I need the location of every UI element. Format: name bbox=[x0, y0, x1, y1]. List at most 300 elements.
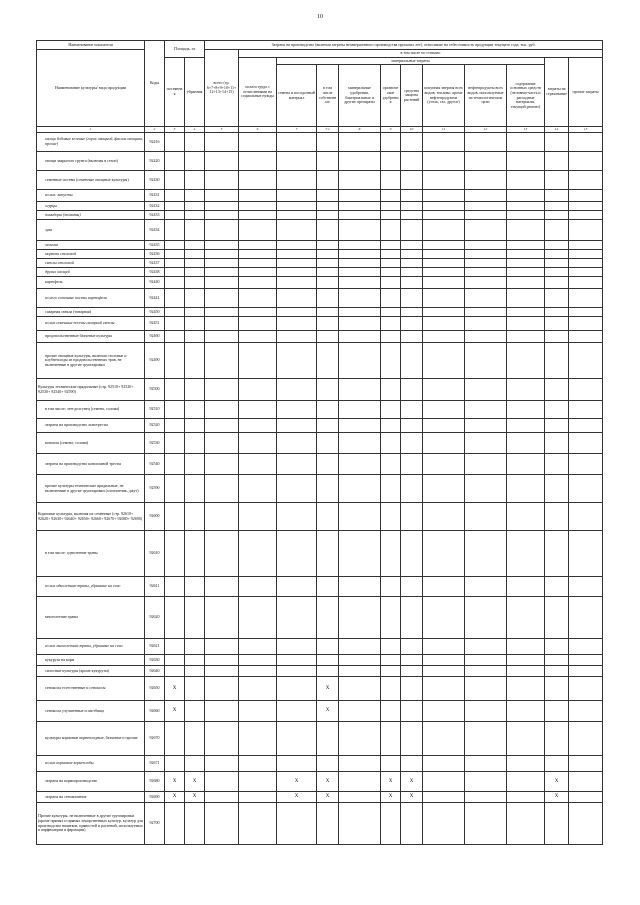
row-label: затраты на кормопроизводство bbox=[37, 772, 145, 792]
table-cell bbox=[507, 220, 545, 241]
table-cell bbox=[165, 190, 185, 202]
table-cell bbox=[465, 475, 507, 503]
table-cell bbox=[317, 433, 339, 454]
table-cell bbox=[317, 379, 339, 401]
table-cell bbox=[401, 202, 423, 211]
table-cell bbox=[401, 454, 423, 475]
table-cell bbox=[277, 241, 317, 250]
header-crop-name: Наименование культуры/ вида продукции bbox=[37, 50, 145, 127]
table-cell bbox=[205, 433, 239, 454]
table-cell bbox=[465, 792, 507, 803]
table-cell bbox=[277, 308, 317, 317]
row-label: сахарная свекла (товарная) bbox=[37, 308, 145, 317]
table-cell bbox=[317, 241, 339, 250]
row-label: из них кормовые корнеплоды bbox=[37, 756, 145, 772]
table-cell bbox=[465, 577, 507, 597]
row-label: из него семенные посевы картофеля bbox=[37, 289, 145, 308]
table-cell bbox=[569, 597, 603, 639]
column-number: 15 bbox=[569, 127, 603, 133]
table-cell bbox=[165, 133, 185, 152]
table-cell bbox=[401, 401, 423, 419]
table-cell bbox=[545, 419, 569, 433]
row-label: затраты на производство конопляной тресты bbox=[37, 454, 145, 475]
table-cell bbox=[401, 171, 423, 190]
row-code: 92670 bbox=[145, 722, 165, 756]
header-labor: оплата труда с отчислениями на социальные нужды bbox=[239, 58, 277, 127]
table-row bbox=[37, 343, 603, 379]
table-cell bbox=[465, 454, 507, 475]
table-cell bbox=[165, 379, 185, 401]
table-cell bbox=[205, 202, 239, 211]
table-cell bbox=[507, 454, 545, 475]
table-cell bbox=[317, 152, 339, 171]
table-cell bbox=[239, 152, 277, 171]
row-label: чеснока bbox=[37, 241, 145, 250]
table-cell bbox=[165, 655, 185, 666]
table-cell bbox=[545, 639, 569, 655]
table-cell bbox=[277, 152, 317, 171]
table-cell bbox=[401, 133, 423, 152]
table-cell bbox=[381, 701, 401, 722]
table-cell bbox=[465, 289, 507, 308]
table-cell bbox=[317, 171, 339, 190]
table-cell bbox=[465, 220, 507, 241]
table-cell bbox=[465, 772, 507, 792]
table-cell bbox=[339, 401, 381, 419]
table-cell bbox=[277, 289, 317, 308]
table-cell bbox=[277, 379, 317, 401]
table-row bbox=[37, 289, 603, 308]
table-cell bbox=[465, 202, 507, 211]
table-cell bbox=[507, 331, 545, 343]
table-cell bbox=[205, 308, 239, 317]
table-cell bbox=[239, 220, 277, 241]
table-cell bbox=[423, 268, 465, 277]
table-cell bbox=[165, 152, 185, 171]
table-cell bbox=[381, 597, 401, 639]
header-petroleum: нефтепродукты всех видов, используемые на технологические цели bbox=[465, 65, 507, 127]
table-cell bbox=[165, 202, 185, 211]
cross-mark: X bbox=[317, 677, 339, 701]
table-row bbox=[37, 331, 603, 343]
column-number: 8 bbox=[339, 127, 381, 133]
table-cell bbox=[401, 250, 423, 259]
table-cell bbox=[401, 211, 423, 220]
row-code: 92436 bbox=[145, 250, 165, 259]
row-code: 92600 bbox=[145, 503, 165, 531]
header-other: прочие затраты bbox=[569, 58, 603, 127]
row-code: 92671 bbox=[145, 756, 165, 772]
row-code: 92430 bbox=[145, 171, 165, 190]
header-plant-protection: средства защиты растений bbox=[401, 65, 423, 127]
table-cell bbox=[205, 454, 239, 475]
row-code: 92451 bbox=[145, 317, 165, 331]
table-cell bbox=[569, 289, 603, 308]
table-cell bbox=[545, 666, 569, 677]
table-cell bbox=[381, 308, 401, 317]
row-label: в том числе: лен-долгунец (семена, солома) bbox=[37, 401, 145, 419]
table-cell bbox=[423, 597, 465, 639]
table-row bbox=[37, 152, 603, 171]
row-code: 92490 bbox=[145, 343, 165, 379]
table-row bbox=[37, 202, 603, 211]
table-cell bbox=[507, 171, 545, 190]
row-code: 92434 bbox=[145, 220, 165, 241]
cross-mark: X bbox=[165, 792, 185, 803]
table-cell bbox=[545, 379, 569, 401]
table-cell bbox=[339, 211, 381, 220]
table-cell bbox=[381, 220, 401, 241]
table-cell bbox=[339, 202, 381, 211]
header-own-production: в том числе собственные bbox=[317, 65, 339, 127]
table-cell bbox=[339, 597, 381, 639]
table-cell bbox=[205, 701, 239, 722]
table-cell bbox=[423, 792, 465, 803]
table-cell bbox=[401, 531, 423, 577]
table-cell bbox=[569, 220, 603, 241]
table-cell bbox=[339, 666, 381, 677]
table-cell bbox=[239, 792, 277, 803]
table-cell bbox=[569, 639, 603, 655]
table-cell bbox=[205, 792, 239, 803]
table-cell bbox=[185, 531, 205, 577]
table-cell bbox=[339, 772, 381, 792]
row-label: прочие культуры технические прядильные, не включенные в другие группировки (хлопчатник, джут) bbox=[37, 475, 145, 503]
row-code: 92700 bbox=[145, 803, 165, 845]
table-cell bbox=[185, 317, 205, 331]
table-cell bbox=[165, 433, 185, 454]
table-cell bbox=[165, 241, 185, 250]
table-cell bbox=[339, 343, 381, 379]
table-cell bbox=[239, 250, 277, 259]
table-cell bbox=[569, 475, 603, 503]
table-cell bbox=[185, 277, 205, 289]
table-cell bbox=[569, 277, 603, 289]
table-cell bbox=[277, 190, 317, 202]
table-cell bbox=[339, 792, 381, 803]
table-cell bbox=[569, 419, 603, 433]
column-number: 2 bbox=[145, 127, 165, 133]
table-cell bbox=[239, 343, 277, 379]
column-number: 10 bbox=[401, 127, 423, 133]
table-cell bbox=[569, 343, 603, 379]
table-cell bbox=[507, 277, 545, 289]
table-cell bbox=[569, 701, 603, 722]
table-cell bbox=[165, 419, 185, 433]
table-cell bbox=[205, 277, 239, 289]
table-cell bbox=[205, 317, 239, 331]
row-code: 92611 bbox=[145, 577, 165, 597]
table-cell bbox=[569, 152, 603, 171]
table-cell bbox=[339, 531, 381, 577]
table-cell bbox=[277, 803, 317, 845]
table-cell bbox=[423, 803, 465, 845]
table-cell bbox=[185, 433, 205, 454]
row-label: лука bbox=[37, 220, 145, 241]
header-area: Площадь, га bbox=[165, 41, 205, 58]
table-cell bbox=[545, 401, 569, 419]
table-cell bbox=[423, 379, 465, 401]
table-cell bbox=[569, 379, 603, 401]
table-cell bbox=[185, 379, 205, 401]
row-code: 92433 bbox=[145, 211, 165, 220]
table-cell bbox=[339, 220, 381, 241]
table-cell bbox=[423, 277, 465, 289]
table-cell bbox=[239, 756, 277, 772]
table-cell bbox=[401, 419, 423, 433]
table-cell bbox=[465, 277, 507, 289]
row-code: 92450 bbox=[145, 308, 165, 317]
table-cell bbox=[277, 475, 317, 503]
table-cell bbox=[239, 701, 277, 722]
table-cell bbox=[401, 597, 423, 639]
table-cell bbox=[239, 677, 277, 701]
table-cell bbox=[545, 211, 569, 220]
table-cell bbox=[545, 152, 569, 171]
table-cell bbox=[165, 171, 185, 190]
table-cell bbox=[239, 259, 277, 268]
table-cell bbox=[401, 577, 423, 597]
table-cell bbox=[205, 639, 239, 655]
table-cell bbox=[277, 268, 317, 277]
row-label: Прочие культуры, не включенные в другие группировки (кроме пряных и пряных лекарственных культур, культур для производства напитков, пряностей и растений, используемых в парфюмерии и фармации) bbox=[37, 803, 145, 845]
table-row bbox=[37, 701, 603, 722]
table-cell bbox=[205, 343, 239, 379]
table-cell bbox=[381, 756, 401, 772]
row-code: 92441 bbox=[145, 289, 165, 308]
table-cell bbox=[569, 211, 603, 220]
table-cell bbox=[277, 531, 317, 577]
table-cell bbox=[545, 433, 569, 454]
table-cell bbox=[317, 454, 339, 475]
table-cell bbox=[339, 241, 381, 250]
table-cell bbox=[185, 701, 205, 722]
table-cell bbox=[507, 655, 545, 666]
table-cell bbox=[507, 250, 545, 259]
table-cell bbox=[277, 433, 317, 454]
table-cell bbox=[317, 756, 339, 772]
table-cell bbox=[185, 503, 205, 531]
table-cell bbox=[185, 152, 205, 171]
row-code: 92438 bbox=[145, 268, 165, 277]
column-number: 7 bbox=[277, 127, 317, 133]
table-cell bbox=[185, 655, 205, 666]
table-cell bbox=[185, 268, 205, 277]
table-cell bbox=[465, 419, 507, 433]
table-cell bbox=[545, 531, 569, 577]
table-cell bbox=[277, 343, 317, 379]
table-cell bbox=[465, 531, 507, 577]
table-row bbox=[37, 655, 603, 666]
table-cell bbox=[165, 475, 185, 503]
table-cell bbox=[381, 379, 401, 401]
table-cell bbox=[401, 190, 423, 202]
table-cell bbox=[165, 211, 185, 220]
table-cell bbox=[165, 666, 185, 677]
table-row bbox=[37, 666, 603, 677]
table-cell bbox=[185, 577, 205, 597]
table-cell bbox=[569, 531, 603, 577]
row-code: 92530 bbox=[145, 433, 165, 454]
table-cell bbox=[205, 503, 239, 531]
table-cell bbox=[185, 171, 205, 190]
row-code: 92420 bbox=[145, 152, 165, 171]
table-cell bbox=[239, 419, 277, 433]
table-cell bbox=[239, 655, 277, 666]
table-cell bbox=[185, 259, 205, 268]
table-cell bbox=[569, 792, 603, 803]
table-cell bbox=[401, 289, 423, 308]
column-number: 1 bbox=[37, 127, 145, 133]
row-label: из них: капусты bbox=[37, 190, 145, 202]
table-cell bbox=[205, 401, 239, 419]
table-row bbox=[37, 433, 603, 454]
table-row bbox=[37, 722, 603, 756]
table-cell bbox=[507, 211, 545, 220]
table-cell bbox=[465, 666, 507, 677]
table-cell bbox=[165, 331, 185, 343]
header-including-items: в том числе по статьям: bbox=[239, 50, 603, 58]
table-cell bbox=[465, 639, 507, 655]
table-cell bbox=[423, 171, 465, 190]
table-cell bbox=[569, 666, 603, 677]
table-cell bbox=[507, 577, 545, 597]
row-code: 92690 bbox=[145, 792, 165, 803]
table-cell bbox=[205, 772, 239, 792]
table-cell bbox=[569, 171, 603, 190]
table-cell bbox=[381, 211, 401, 220]
table-row bbox=[37, 133, 603, 152]
table-cell bbox=[339, 756, 381, 772]
table-cell bbox=[465, 133, 507, 152]
table-cell bbox=[381, 666, 401, 677]
table-cell bbox=[339, 379, 381, 401]
row-label: многолетние травы bbox=[37, 597, 145, 639]
table-cell bbox=[185, 677, 205, 701]
table-cell bbox=[205, 597, 239, 639]
table-cell bbox=[545, 677, 569, 701]
row-label: кукуруза на корм bbox=[37, 655, 145, 666]
table-cell bbox=[239, 202, 277, 211]
table-cell bbox=[545, 655, 569, 666]
table-cell bbox=[205, 241, 239, 250]
table-cell bbox=[465, 331, 507, 343]
header-planted: посеянная bbox=[165, 58, 185, 127]
table-cell bbox=[165, 756, 185, 772]
table-cell bbox=[401, 268, 423, 277]
table-row bbox=[37, 401, 603, 419]
table-cell bbox=[339, 503, 381, 531]
table-cell bbox=[185, 202, 205, 211]
table-cell bbox=[165, 454, 185, 475]
table-cell bbox=[185, 454, 205, 475]
table-cell bbox=[465, 433, 507, 454]
table-cell bbox=[239, 308, 277, 317]
table-cell bbox=[569, 241, 603, 250]
table-cell bbox=[401, 241, 423, 250]
header-energy: покупная энергия всех видов, топливо, кроме нефтепродуктов (уголь, газ, другое) bbox=[423, 65, 465, 127]
row-label: семенные посевы (семенные овощные культуры) bbox=[37, 171, 145, 190]
table-row bbox=[37, 503, 603, 531]
table-row bbox=[37, 792, 603, 803]
table-cell bbox=[185, 250, 205, 259]
table-cell bbox=[185, 639, 205, 655]
row-label: культуры кормовые корнеплодные, бахчевые и прочие bbox=[37, 722, 145, 756]
table-cell bbox=[165, 289, 185, 308]
table-cell bbox=[465, 259, 507, 268]
cross-mark: X bbox=[545, 792, 569, 803]
table-cell bbox=[507, 722, 545, 756]
table-cell bbox=[545, 475, 569, 503]
table-cell bbox=[465, 171, 507, 190]
table-cell bbox=[423, 308, 465, 317]
table-cell bbox=[317, 308, 339, 317]
table-cell bbox=[423, 577, 465, 597]
table-cell bbox=[507, 317, 545, 331]
table-cell bbox=[185, 597, 205, 639]
table-cell bbox=[205, 379, 239, 401]
table-cell bbox=[423, 503, 465, 531]
table-cell bbox=[465, 190, 507, 202]
table-cell bbox=[185, 803, 205, 845]
table-cell bbox=[239, 666, 277, 677]
table-cell bbox=[205, 152, 239, 171]
table-cell bbox=[239, 241, 277, 250]
table-cell bbox=[185, 211, 205, 220]
table-cell bbox=[465, 503, 507, 531]
table-cell bbox=[465, 597, 507, 639]
table-cell bbox=[317, 250, 339, 259]
table-cell bbox=[317, 639, 339, 655]
table-cell bbox=[401, 756, 423, 772]
column-number: 4 bbox=[185, 127, 205, 133]
row-code: 92640 bbox=[145, 666, 165, 677]
table-cell bbox=[381, 655, 401, 666]
table-cell bbox=[381, 331, 401, 343]
table-cell bbox=[339, 268, 381, 277]
table-cell bbox=[545, 277, 569, 289]
cross-mark: X bbox=[165, 772, 185, 792]
table-cell bbox=[277, 722, 317, 756]
table-cell bbox=[423, 655, 465, 666]
table-cell bbox=[381, 433, 401, 454]
header-code: Коды bbox=[145, 41, 165, 127]
table-cell bbox=[381, 803, 401, 845]
table-cell bbox=[205, 577, 239, 597]
table-cell bbox=[339, 152, 381, 171]
table-cell bbox=[401, 701, 423, 722]
table-cell bbox=[239, 577, 277, 597]
column-number: 14 bbox=[545, 127, 569, 133]
table-cell bbox=[423, 639, 465, 655]
row-label: других овощей bbox=[37, 268, 145, 277]
table-row bbox=[37, 259, 603, 268]
table-cell bbox=[239, 277, 277, 289]
row-code: 92520 bbox=[145, 419, 165, 433]
row-label: из них многолетние травы, убранные на сено bbox=[37, 639, 145, 655]
table-cell bbox=[317, 803, 339, 845]
table-cell bbox=[277, 211, 317, 220]
header-material-costs: материальные затраты bbox=[277, 58, 545, 65]
table-cell bbox=[239, 433, 277, 454]
table-cell bbox=[381, 454, 401, 475]
table-cell bbox=[507, 756, 545, 772]
table-cell bbox=[165, 259, 185, 268]
table-cell bbox=[545, 597, 569, 639]
table-row bbox=[37, 241, 603, 250]
table-cell bbox=[205, 331, 239, 343]
table-cell bbox=[545, 171, 569, 190]
